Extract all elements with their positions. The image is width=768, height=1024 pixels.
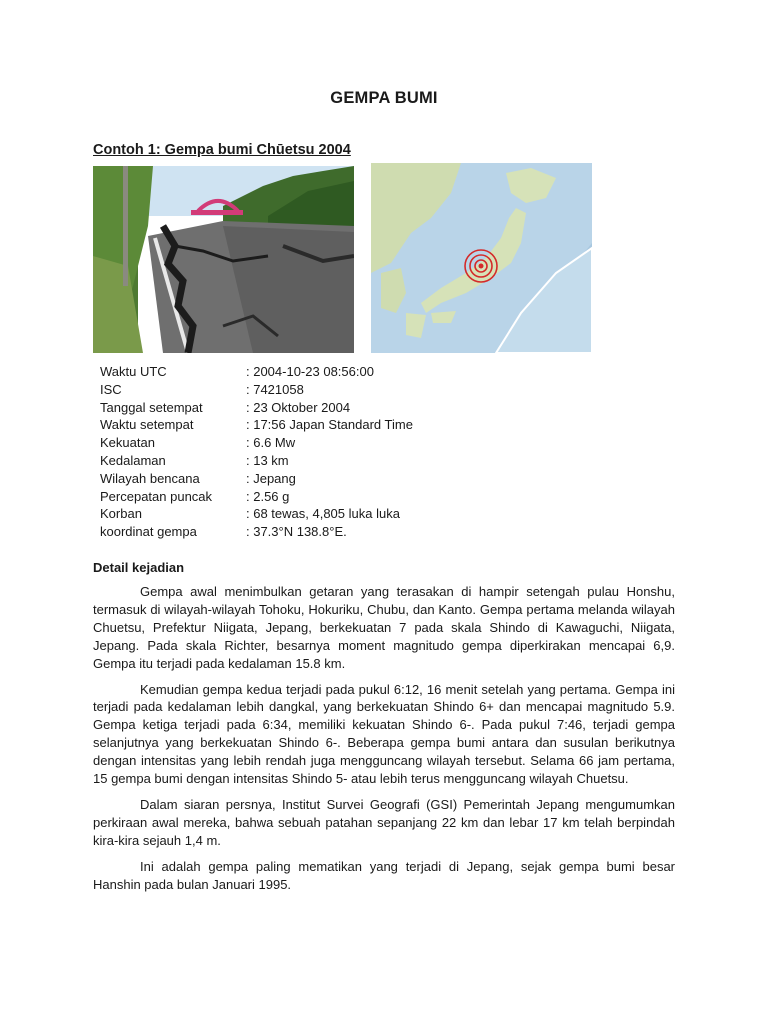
info-value: : 68 tewas, 4,805 luka luka — [246, 506, 400, 522]
paragraph: Gempa awal menimbulkan getaran yang terasakan di hampir setengah pulau Honshu, termasuk di wilayah-wilayah Tohoku, Hokuriku, Chubu, dan Kanto. Gempa pertama melanda wilayah Chuetsu, Prefektur Niigata, Jepang, berkekuatan 7 pada skala Shindo di Kawaguchi, Niigata, Jepang. Pada skala Richter, besarnya moment magnitudo gempa diperkirakan mencapai 6,9. Gempa itu terjadi pada kedalaman 15.8 km. — [93, 584, 675, 671]
info-label: Wilayah bencana — [100, 470, 200, 486]
info-label: koordinat gempa — [100, 524, 197, 540]
japan-map-icon — [371, 163, 592, 353]
info-label: Waktu setempat — [100, 417, 194, 433]
info-value: : 2004-10-23 08:56:00 — [246, 364, 374, 379]
detail-heading: Detail kejadian — [93, 560, 185, 575]
info-label: Korban — [100, 506, 142, 522]
info-value: : Jepang — [246, 470, 296, 486]
paragraph: Dalam siaran persnya, Institut Survei Geografi (GSI) Pemerintah Jepang mengumumkan perkiraan awal mereka, bahwa sebuah patahan sepanjang 22 km dan lebar 17 km telah berpindah kira-kira sejauh 1,4 m. — [93, 796, 675, 848]
info-value: : 6.6 Mw — [246, 435, 296, 451]
section-title: Contoh 1: Gempa bumi Chūetsu 2004 — [93, 142, 351, 158]
epicenter-marker-icon — [465, 250, 497, 282]
info-value: : 7421058 — [246, 381, 304, 397]
info-label: Kedalaman — [100, 452, 166, 468]
paragraph: Kemudian gempa kedua terjadi pada pukul 6:12, 16 menit setelah yang pertama. Gempa ini terjadi pada kedalaman lebih dangkal, yang berkekuatan Shindo 6+ dan mencapai magnitudo 5.9. Gempa ketiga terjadi pada 6:34, memiliki kekuatan Shindo 6-. Pada pukul 7:46, terjadi gempa selanjutnya yang berkekuatan Shindo 6-. Beberapa gempa bumi antara dan susulan berikutnya dengan intensitas yang lebih rendah juga mengguncang wilayah tersebut. Selama 66 jam pertama, 15 gempa bumi dengan intensitas Shindo 5- atau lebih terus mengguncang wilayah Chuetsu. — [93, 681, 675, 787]
page-title: GEMPA BUMI — [330, 89, 438, 107]
info-label: Percepatan puncak — [100, 488, 213, 504]
info-label: Kekuatan — [100, 435, 155, 451]
info-label: ISC — [100, 381, 122, 397]
paragraph: Ini adalah gempa paling mematikan yang terjadi di Jepang, sejak gempa bumi besar Hanshin pada bulan Januari 1995. — [93, 858, 675, 892]
info-value: : 17:56 Japan Standard Time — [246, 417, 413, 433]
road-crack-photo — [93, 166, 354, 353]
info-value: : 37.3°N 138.8°E. — [246, 524, 347, 540]
road-crack-photo-icon — [93, 166, 354, 353]
body-text — [93, 583, 675, 902]
info-label: Tanggal setempat — [100, 399, 203, 415]
info-label: Waktu UTC — [100, 364, 167, 379]
info-value: : 23 Oktober 2004 — [246, 399, 351, 415]
japan-epicenter-map — [371, 163, 592, 353]
info-value: : 13 km — [246, 452, 289, 468]
info-value: : 2.56 g — [246, 488, 290, 504]
